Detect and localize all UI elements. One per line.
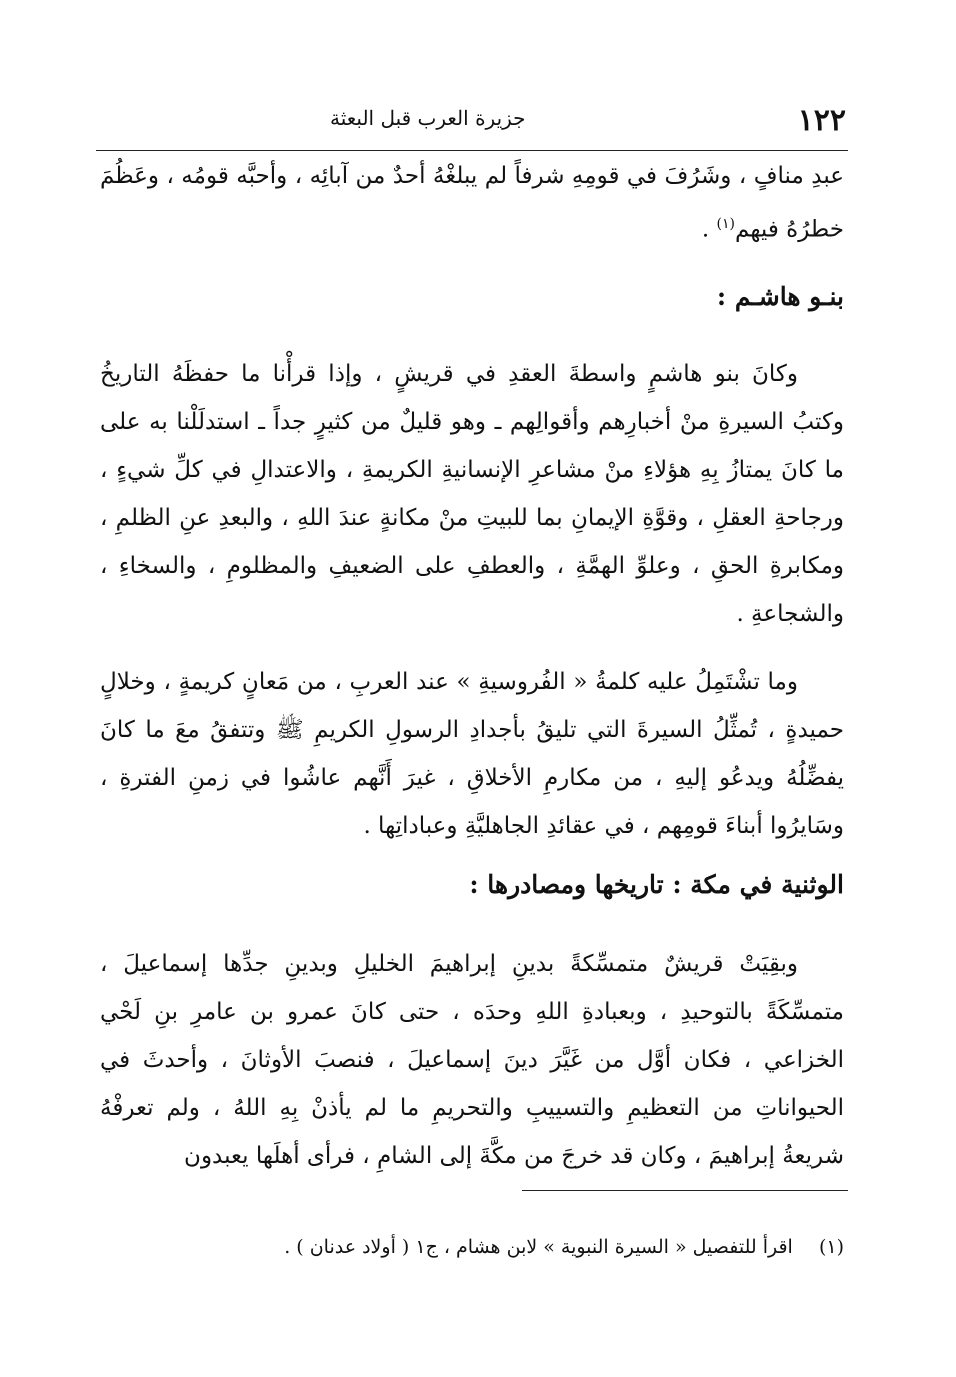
heading-idolatry-in-mecca: الوثنية في مكة : تاريخها ومصادرها : [469, 870, 844, 899]
paragraph-3-text: وبقِيَتْ قريشٌ متمسِّكةً بدينِ إبراهيمَ الخليلِ وبدينِ جدِّها إسماعيلَ ، متمسِّكَةً بالتوحيدِ ، وبعبادةِ اللهِ وحدَه ، حتى كانَ عمرو بن عامرِ بنِ لَحْي الخزاعي ، فكان أوَّل من غَيَّرَ دينَ إسماعيلَ ، فنصبَ الأوثانَ ، وأحدثَ في الحيواناتِ من التعظيمِ والتسييبِ والتحريمِ ما لم يأذنْ بِهِ اللهُ ، ولم تعرفْهُ شريعةُ إبراهيمَ ، وكان قد خرجَ من مكَّةَ إلى الشامِ ، فرأى أهلَها يعبدون [100, 951, 844, 1169]
footnote-reference: (١) [716, 216, 736, 232]
page-number: ١٢٢ [797, 103, 846, 138]
footnote-rule [522, 1190, 848, 1191]
paragraph-2 [100, 658, 844, 850]
section-continuation [100, 152, 844, 254]
footnote-text: اقرأ للتفصيل « السيرة النبوية » لابن هشام ، ج١ ( أولاد عدنان ) . [284, 1236, 793, 1258]
header-rule [96, 150, 848, 151]
running-title: جزيرة العرب قبل البعثة [330, 106, 526, 130]
paragraph-1-text: وكانَ بنو هاشمٍ واسطةَ العقدِ في قريشٍ ، وإذا قرأْنا ما حفظَهُ التاريخُ وكتبُ السيرةِ منْ أخبارِهم وأقوالِهم ـ وهو قليلٌ من كثيرٍ جداً ـ استدلَلْنا به على ما كانَ يمتازُ بِهِ هؤلاءِ منْ مشاعرِ الإنسانيةِ الكريمةِ ، والاعتدالِ في كلِّ شيءٍ ، ورجاحةِ العقلِ ، وقوَّةِ الإيمانِ بما للبيتِ منْ مكانةٍ عندَ اللهِ ، والبعدِ عنِ الظلمِ ، ومكابرةِ الحقِ ، وعلوِّ الهمَّةِ ، والعطفِ على الضعيفِ والمظلومِ ، والسخاءِ ، والشجاعةِ . [100, 361, 845, 627]
paragraph-1 [100, 350, 844, 638]
continuation-tail: . [701, 216, 717, 243]
footnote [200, 1232, 844, 1262]
footnote-number: (١) [818, 1236, 844, 1258]
paragraph-2-text: وما تشْتَمِلُ عليه كلمةُ « الفُروسيةِ » عند العربِ ، من مَعانٍ كريمةٍ ، وخلالٍ حميدةٍ ، تُمثِّلُ السيرةَ التي تليقُ بأجدادِ الرسولِ الكريمِ ﷺ وتتفقُ معَ ما كانَ يفضِّلُهُ ويدعُو إليهِ ، من مكارمِ الأخلاقِ ، غيرَ أَنَّهم عاشُوا في زمنِ الفترةِ ، وسَايرُوا أبناءَ قومِهم ، في عقائدِ الجاهليَّةِ وعباداتِها . [100, 669, 844, 839]
continuation-paragraph [100, 152, 844, 254]
continuation-text: عبدِ منافٍ ، وشَرُفَ في قومِهِ شرفاً لم يبلغْهُ أحدٌ من آبائِه ، وأحبَّه قومُه ، وعَظُمَ خطرُهُ فيهم [100, 163, 844, 243]
heading-banu-hashim: بنـو هاشـم : [716, 282, 844, 311]
running-head [98, 88, 846, 138]
paragraph-3 [100, 940, 844, 1180]
